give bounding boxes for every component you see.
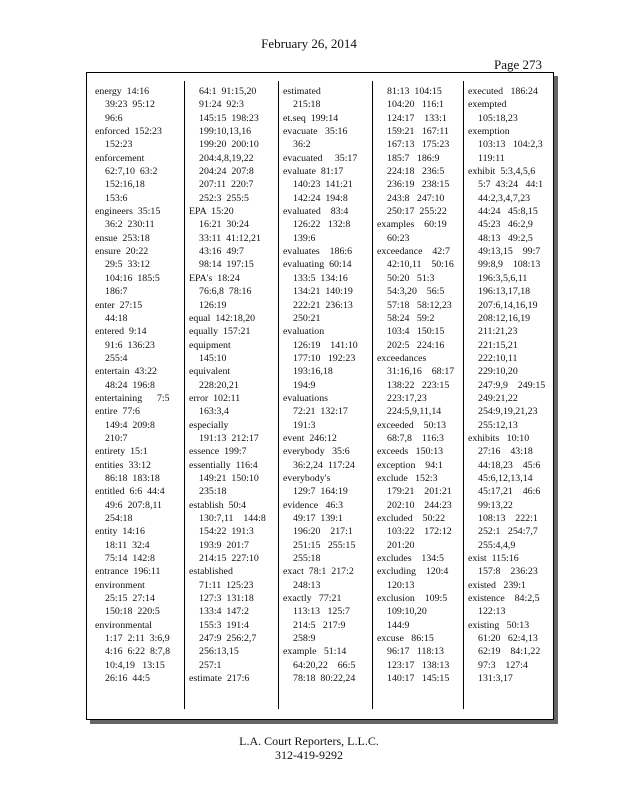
index-page-refs: 257:1 <box>199 659 222 671</box>
index-page-refs: 122:13 <box>478 606 506 618</box>
index-page-refs: 44:18 <box>105 312 128 324</box>
index-entry: evaluate 81:17 <box>283 166 344 178</box>
index-page-refs: 16:21 30:24 <box>199 219 249 231</box>
index-page-refs: 119:11 <box>478 152 505 164</box>
index-page-refs: 45:17,21 46:6 <box>478 486 541 498</box>
index-page-refs: 254:9,19,21,23 <box>478 406 538 418</box>
index-page-refs: 210:7 <box>105 432 128 444</box>
index-page-refs: 202:5 224:16 <box>387 339 445 351</box>
index-column-5 <box>468 85 556 685</box>
index-page-refs: 201:20 <box>387 539 415 551</box>
index-page-refs: 154:22 191:3 <box>199 526 254 538</box>
index-page-refs: 153:6 <box>105 192 128 204</box>
page-number: Page 273 <box>494 57 543 72</box>
index-page-refs: 224:5,9,11,14 <box>387 406 442 418</box>
column-divider <box>372 81 373 709</box>
index-entry: existence 84:2,5 <box>468 593 540 605</box>
index-page-refs: 96:17 118:13 <box>387 646 444 658</box>
index-entry: evaluated 83:4 <box>283 206 349 218</box>
index-page-refs: 255:4 <box>105 352 128 364</box>
index-page-refs: 252:1 254:7,7 <box>478 526 538 538</box>
index-entry: everybody 35:6 <box>283 446 350 458</box>
index-page-refs: 71:11 125:23 <box>199 579 254 591</box>
index-page-refs: 255:18 <box>293 553 321 565</box>
index-page-refs: 258:9 <box>293 633 316 645</box>
index-page-refs: 256:13,15 <box>199 646 239 658</box>
index-page-refs: 45:6,12,13,14 <box>478 472 533 484</box>
index-page-refs: 58:24 59:2 <box>387 312 435 324</box>
index-page-refs: 64:20,22 66:5 <box>293 659 356 671</box>
index-page-refs: 49:6 207:8,11 <box>105 499 162 511</box>
index-page-refs: 149:4 209:8 <box>105 419 155 431</box>
index-page-refs: 222:21 236:13 <box>293 299 353 311</box>
index-entry: energy 14:16 <box>95 86 150 97</box>
index-page-refs: 152:23 <box>105 139 133 151</box>
index-page-refs: 145:10 <box>199 352 227 364</box>
index-entry: examples 60:19 <box>377 219 447 231</box>
index-page-refs: 202:10 244:23 <box>387 499 452 511</box>
index-page-refs: 126:22 132:8 <box>293 219 351 231</box>
index-page-refs: 145:15 198:23 <box>199 112 259 124</box>
index-page-refs: 45:23 46:2,9 <box>478 219 533 231</box>
index-page-refs: 191:13 212:17 <box>199 432 259 444</box>
index-page-refs: 211:21,23 <box>478 326 518 338</box>
index-page-refs: 249:21,22 <box>478 392 518 404</box>
index-page-refs: 44:18,23 45:6 <box>478 459 541 471</box>
index-column-4 <box>377 85 465 685</box>
index-page-refs: 194:9 <box>293 379 316 391</box>
index-page-refs: 44:2,3,4,7,23 <box>478 192 531 204</box>
index-entry: exempted <box>468 99 507 111</box>
index-page-refs: 62:7,10 63:2 <box>105 166 158 178</box>
index-entry: existed 239:1 <box>468 579 526 591</box>
index-column-1 <box>95 85 183 685</box>
index-entry: exclude 152:3 <box>377 472 438 484</box>
index-page-refs: 105:18,23 <box>478 112 518 124</box>
index-entry: entertain 43:22 <box>95 366 157 378</box>
index-entry: entrance 196:11 <box>95 566 161 578</box>
index-entry: exceedances <box>377 352 427 364</box>
index-page-refs: 193:9 201:7 <box>199 539 249 551</box>
index-page-refs: 104:20 116:1 <box>387 99 444 111</box>
index-page-refs: 185:7 186:9 <box>387 152 440 164</box>
index-entry: executed 186:24 <box>468 86 538 97</box>
index-entry: estimated <box>283 86 321 97</box>
index-page-refs: 18:11 32:4 <box>105 539 150 551</box>
index-entry: exhibits 10:10 <box>468 432 530 444</box>
index-page-refs: 251:15 255:15 <box>293 539 356 551</box>
index-page-refs: 149:21 150:10 <box>199 472 259 484</box>
index-entry: exceedance 42:7 <box>377 246 450 258</box>
index-page-frame <box>86 72 554 720</box>
index-page-refs: 26:16 44:5 <box>105 673 150 685</box>
index-page-refs: 133:4 147:2 <box>199 606 249 618</box>
index-page-refs: 248:13 <box>293 579 321 591</box>
index-entry: evidence 46:3 <box>283 499 344 511</box>
index-page-refs: 235:18 <box>199 486 227 498</box>
index-entry: excluding 120:4 <box>377 566 449 578</box>
index-entry: entitled 6:6 44:4 <box>95 486 165 498</box>
index-page-refs: 214:5 217:9 <box>293 619 346 631</box>
index-page-refs: 163:3,4 <box>199 406 229 418</box>
index-entry: established <box>189 566 233 578</box>
index-page-refs: 247:9,9 249:15 <box>478 379 546 391</box>
index-page-refs: 157:8 236:23 <box>478 566 538 578</box>
index-page-refs: 167:13 175:23 <box>387 139 450 151</box>
index-page-refs: 150:18 220:5 <box>105 606 160 618</box>
index-page-refs: 252:3 255:5 <box>199 192 249 204</box>
index-entry: essence 199:7 <box>189 446 247 458</box>
index-entry: evacuate 35:16 <box>283 126 348 138</box>
index-page-refs: 133:5 134:16 <box>293 272 348 284</box>
index-entry: exemption <box>468 126 510 138</box>
index-page-refs: 177:10 192:23 <box>293 352 356 364</box>
index-page-refs: 78:18 80:22,24 <box>293 673 356 685</box>
index-page-refs: 131:3,17 <box>478 673 513 685</box>
index-page-refs: 91:24 92:3 <box>199 99 244 111</box>
index-page-refs: 243:8 247:10 <box>387 192 445 204</box>
index-page-refs: 104:16 185:5 <box>105 272 160 284</box>
index-page-refs: 191:3 <box>293 419 316 431</box>
index-page-refs: 108:13 222:1 <box>478 513 538 524</box>
index-page-refs: 25:15 27:14 <box>105 593 155 605</box>
index-page-refs: 159:21 167:11 <box>387 126 449 138</box>
index-page-refs: 120:13 <box>387 579 415 591</box>
index-page-refs: 215:18 <box>293 99 321 111</box>
index-page-refs: 33:11 41:12,21 <box>199 232 261 244</box>
index-entry: EPA 15:20 <box>189 206 234 218</box>
index-column-2 <box>189 85 277 685</box>
index-page-refs: 196:13,17,18 <box>478 286 531 298</box>
index-page-refs: 1:17 2:11 3:6,9 <box>105 633 170 645</box>
index-entry: environment <box>95 579 145 591</box>
index-entry: error 102:11 <box>189 392 241 404</box>
index-column-3 <box>283 85 371 685</box>
index-page-refs: 98:14 197:15 <box>199 259 254 271</box>
index-entry: event 246:12 <box>283 432 337 444</box>
index-entry: exceeded 50:13 <box>377 419 447 431</box>
index-entry: enter 27:15 <box>95 299 143 311</box>
footer-phone: 312-419-9292 <box>275 748 343 762</box>
index-page-refs: 130:7,11 144:8 <box>199 513 266 524</box>
index-entry: estimate 217:6 <box>189 673 250 685</box>
index-page-refs: 54:3,20 56:5 <box>387 286 445 298</box>
index-page-refs: 91:6 136:23 <box>105 339 155 351</box>
index-page-refs: 99:8,9 108:13 <box>478 259 541 271</box>
index-page-refs: 29:5 33:12 <box>105 259 150 271</box>
index-page-refs: 86:18 183:18 <box>105 472 160 484</box>
index-page-refs: 62:19 84:1,22 <box>478 646 541 658</box>
index-page-refs: 126:19 <box>199 299 227 311</box>
index-page-refs: 199:20 200:10 <box>199 139 259 151</box>
index-page-refs: 103:22 172:12 <box>387 526 452 538</box>
index-entry: existing 50:13 <box>468 619 530 631</box>
index-page-refs: 49:17 139:1 <box>293 513 343 524</box>
index-page-refs: 250:17 255:22 <box>387 206 447 218</box>
index-page-refs: 81:13 104:15 <box>387 86 442 97</box>
index-entry: exclusion 109:5 <box>377 593 448 605</box>
index-entry: environmental <box>95 619 153 631</box>
index-page-refs: 27:16 43:18 <box>478 446 533 458</box>
index-entry: equally 157:21 <box>189 326 251 338</box>
index-page-refs: 39:23 95:12 <box>105 99 155 111</box>
index-page-refs: 36:2 230:11 <box>105 219 155 231</box>
index-page-refs: 229:10,20 <box>478 366 518 378</box>
index-page-refs: 223:17,23 <box>387 392 427 404</box>
index-page-refs: 138:22 223:15 <box>387 379 450 391</box>
index-entry: establish 50:4 <box>189 499 247 511</box>
header-date: February 26, 2014 <box>261 36 357 51</box>
index-page-refs: 140:17 145:15 <box>387 673 450 685</box>
index-page-refs: 250:21 <box>293 312 321 324</box>
index-page-refs: 152:16,18 <box>105 179 145 191</box>
index-page-refs: 36:2,24 117:24 <box>293 459 355 471</box>
index-page-refs: 236:19 238:15 <box>387 179 450 191</box>
index-page-refs: 76:6,8 78:16 <box>199 286 252 298</box>
index-entry: exactly 77:21 <box>283 593 342 605</box>
index-page-refs: 134:21 140:19 <box>293 286 353 298</box>
index-entry: entity 14:16 <box>95 526 145 538</box>
index-page-refs: 207:6,14,16,19 <box>478 299 538 311</box>
index-page-refs: 103:13 104:2,3 <box>478 139 543 151</box>
index-entry: ensue 253:18 <box>95 232 150 244</box>
index-entry: especially <box>189 419 229 431</box>
index-page-refs: 10:4,19 13:15 <box>105 659 165 671</box>
index-page-refs: 255:12,13 <box>478 419 518 431</box>
index-page-refs: 155:3 191:4 <box>199 619 249 631</box>
index-page-refs: 5:7 43:24 44:1 <box>478 179 544 191</box>
index-entry: example 51:14 <box>283 646 347 658</box>
index-page-refs: 57:18 58:12,23 <box>387 299 452 311</box>
index-entry: enforced 152:23 <box>95 126 162 138</box>
index-page-refs: 214:15 227:10 <box>199 553 259 565</box>
index-page-refs: 127:3 131:18 <box>199 593 254 605</box>
index-page-refs: 4:16 6:22 8:7,8 <box>105 646 171 658</box>
index-page-refs: 99:13,22 <box>478 499 513 511</box>
index-page-refs: 199:10,13,16 <box>199 126 252 138</box>
index-entry: EPA's 18:24 <box>189 272 240 284</box>
index-page-refs: 224:18 236:5 <box>387 166 445 178</box>
index-page-refs: 96:6 <box>105 112 123 124</box>
index-page-refs: 49:13,15 99:7 <box>478 246 541 258</box>
index-entry: entirety 15:1 <box>95 446 148 458</box>
index-page-refs: 222:10,11 <box>478 352 518 364</box>
index-page-refs: 140:23 141:21 <box>293 179 353 191</box>
index-page-refs: 221:15,21 <box>478 339 518 351</box>
index-page-refs: 97:3 127:4 <box>478 659 528 671</box>
index-entry: excludes 134:5 <box>377 553 444 565</box>
index-page-refs: 142:24 194:8 <box>293 192 348 204</box>
index-page-refs: 124:17 133:1 <box>387 112 447 124</box>
index-entry: evacuated 35:17 <box>283 152 358 164</box>
index-entry: exist 115:16 <box>468 553 519 565</box>
index-page-refs: 196:20 217:1 <box>293 526 353 538</box>
index-entry: exact 78:1 217:2 <box>283 566 354 578</box>
index-entry: excluded 50:22 <box>377 513 446 524</box>
index-page-refs: 43:16 49:7 <box>199 246 244 258</box>
index-entry: equal 142:18,20 <box>189 312 256 324</box>
index-page-refs: 60:23 <box>387 232 410 244</box>
index-entry: everybody's <box>283 472 331 484</box>
index-page-refs: 31:16,16 68:17 <box>387 366 455 378</box>
index-entry: et.seq 199:14 <box>283 112 339 124</box>
index-entry: evaluates 186:6 <box>283 246 353 258</box>
index-page-refs: 126:19 141:10 <box>293 339 358 351</box>
index-page-refs: 61:20 62:4,13 <box>478 633 538 645</box>
index-page-refs: 50:20 51:3 <box>387 272 435 284</box>
index-page-refs: 186:7 <box>105 286 128 298</box>
index-entry: entire 77:6 <box>95 406 140 418</box>
index-entry: enforcement <box>95 152 145 164</box>
index-page-refs: 75:14 142:8 <box>105 553 155 565</box>
index-entry: exhibit 5:3,4,5,6 <box>468 166 536 178</box>
column-divider <box>278 81 279 709</box>
index-page-refs: 144:9 <box>387 619 410 631</box>
index-page-refs: 228:20,21 <box>199 379 239 391</box>
index-page-refs: 204:24 207:8 <box>199 166 254 178</box>
index-page-refs: 72:21 132:17 <box>293 406 348 418</box>
column-divider <box>463 81 464 709</box>
index-page-refs: 196:3,5,6,11 <box>478 272 528 284</box>
index-entry: equipment <box>189 339 231 351</box>
index-page-refs: 254:18 <box>105 513 133 524</box>
index-page-refs: 255:4,4,9 <box>478 539 516 551</box>
index-entry: evaluating 60:14 <box>283 259 352 271</box>
index-page-refs: 204:4,8,19,22 <box>199 152 254 164</box>
footer-company: L.A. Court Reporters, L.L.C. <box>239 734 379 748</box>
index-page-refs: 193:16,18 <box>293 366 333 378</box>
index-entry: entertaining 7:5 <box>95 392 170 404</box>
index-page-refs: 247:9 256:2,7 <box>199 633 257 645</box>
index-page-refs: 129:7 164:19 <box>293 486 348 498</box>
index-page-refs: 68:7,8 116:3 <box>387 432 444 444</box>
index-page-refs: 179:21 201:21 <box>387 486 452 498</box>
index-page-refs: 42:10,11 50:16 <box>387 259 454 271</box>
index-entry: entities 33:12 <box>95 459 151 471</box>
index-page-refs: 36:2 <box>293 139 311 151</box>
index-entry: entered 9:14 <box>95 326 147 338</box>
index-entry: excuse 86:15 <box>377 633 434 645</box>
index-page-refs: 113:13 125:7 <box>293 606 350 618</box>
column-divider <box>184 81 185 709</box>
index-page-refs: 139:6 <box>293 232 316 244</box>
index-page-refs: 64:1 91:15,20 <box>199 86 257 97</box>
index-entry: equivalent <box>189 366 231 378</box>
index-page-refs: 48:13 49:2,5 <box>478 232 533 244</box>
index-entry: essentially 116:4 <box>189 459 258 471</box>
index-page-refs: 109:10,20 <box>387 606 427 618</box>
index-entry: ensure 20:22 <box>95 246 149 258</box>
index-page-refs: 207:11 220:7 <box>199 179 254 191</box>
index-entry: engineers 35:15 <box>95 206 161 218</box>
index-entry: evaluations <box>283 392 328 404</box>
index-page-refs: 103:4 150:15 <box>387 326 445 338</box>
index-page-refs: 123:17 138:13 <box>387 659 450 671</box>
index-entry: exceeds 150:13 <box>377 446 444 458</box>
index-page-refs: 208:12,16,19 <box>478 312 531 324</box>
index-page-refs: 44:24 45:8,15 <box>478 206 538 218</box>
index-entry: evaluation <box>283 326 325 338</box>
index-entry: exception 94:1 <box>377 459 443 471</box>
index-page-refs: 48:24 196:8 <box>105 379 155 391</box>
